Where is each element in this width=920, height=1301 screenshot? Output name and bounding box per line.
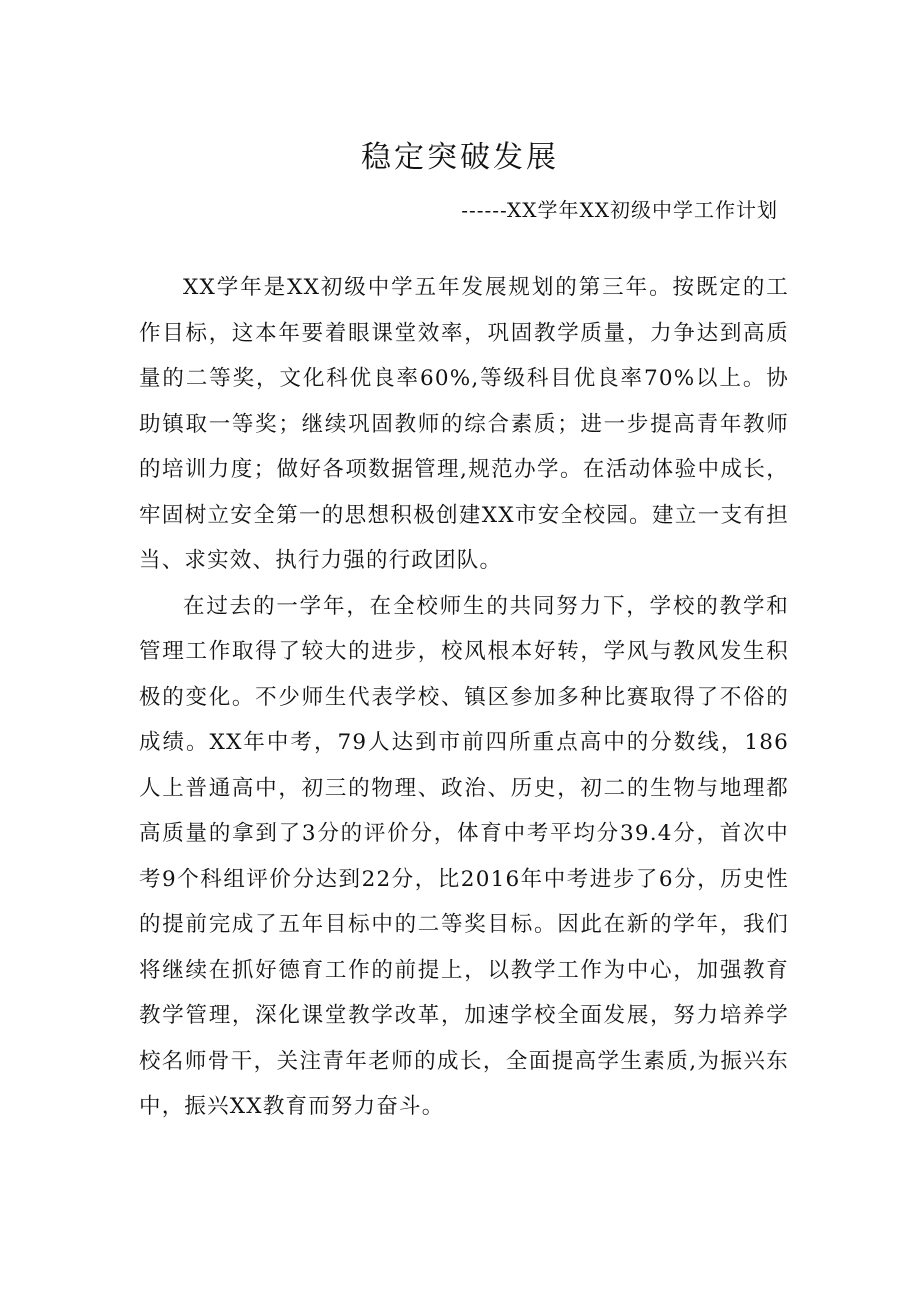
paragraph-review: 在过去的一学年，在全校师生的共同努力下，学校的教学和管理工作取得了较大的进步，校风根本好转，学风与教风发生积极的变化。不少师生代表学校、镇区参加多种比赛取得了不俗的成绩。XX年中考，79人达到市前四所重点高中的分数线，186人上普通高中，初三的物理、政治、历史，初二的生物与地理都高质量的拿到了3分的评价分，体育中考平均分39.4分，首次中考9个科组评价分达到22分，比2016年中考进步了6分，历史性的提前完成了五年目标中的二等奖目标。因此在新的学年，我们将继续在抓好德育工作的前提上，以教学工作为中心，加强教育教学管理，深化课堂教学改革，加速学校全面发展，努力培养学校名师骨干，关注青年老师的成长，全面提高学生素质,为振兴东中，振兴XX教育而努力奋斗。 <box>139 593 789 1119</box>
document-subtitle: ------XX学年XX初级中学工作计划 <box>461 198 778 222</box>
paragraph-goals: XX学年是XX初级中学五年发展规划的第三年。按既定的工作目标，这本年要着眼课堂效率，巩固教学质量，力争达到高质量的二等奖，文化科优良率60%,等级科目优良率70%以上。协助镇取一等奖；继续巩固教师的综合素质；进一步提高青年教师的培训力度；做好各项数据管理,规范办学。在活动体验中成长，牢固树立安全第一的思想积极创建XX市安全校园。建立一支有担当、求实效、执行力强的行政团队。 <box>139 275 789 573</box>
document-body <box>139 265 789 1130</box>
document-title: 稳定突破发展 <box>361 140 559 175</box>
